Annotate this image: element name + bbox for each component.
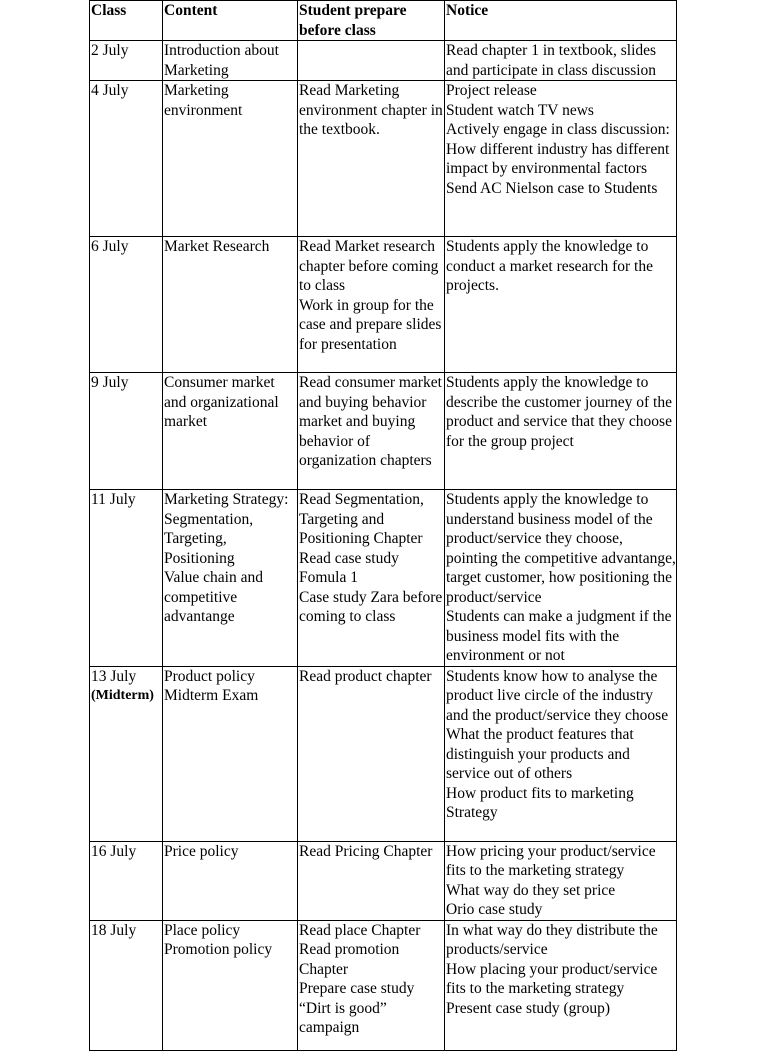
prepare-line: Read promotion Chapter (299, 941, 400, 978)
notice-line: How product fits to marketing Strategy (446, 784, 634, 821)
class-date-cell (90, 841, 163, 920)
class-date-cell (90, 237, 163, 373)
prepare-line: Read consumer market and buying behavior market and buying behavior of organization chapters (299, 374, 442, 469)
prepare-cell (298, 666, 445, 841)
notice-cell (445, 41, 677, 81)
content-line: Introduction about Marketing (164, 42, 279, 79)
prepare-line: Work in group for the case and prepare slides for presentation (299, 296, 442, 353)
class-date: 13 July (91, 667, 137, 685)
content-cell (163, 41, 298, 81)
content-line: Consumer market and organizational market (164, 374, 279, 430)
header-class: Class (90, 1, 163, 41)
notice-line: Read chapter 1 in textbook, slides and participate in class discussion (446, 42, 657, 79)
prepare-cell (298, 841, 445, 920)
table-row (90, 920, 677, 1050)
class-note: (Midterm) (91, 688, 154, 703)
content-cell (163, 666, 298, 841)
class-date: 9 July (91, 374, 129, 391)
prepare-line: Read Market research chapter before coming to class (299, 238, 439, 294)
class-date: 11 July (91, 491, 136, 508)
notice-cell (445, 490, 677, 667)
class-date: 18 July (91, 921, 137, 939)
prepare-line: Read product chapter (299, 667, 432, 685)
prepare-line: Read case study Fomula 1 (299, 549, 399, 586)
class-date-cell (90, 666, 163, 841)
notice-cell (445, 373, 677, 490)
notice-cell (445, 237, 677, 373)
content-cell (163, 841, 298, 920)
header-prepare: Student prepare before class (298, 1, 445, 41)
content-cell (163, 920, 298, 1050)
class-date-cell (90, 920, 163, 1050)
class-date: 6 July (91, 238, 129, 255)
class-date: 4 July (91, 82, 129, 99)
content-line: Place policy (164, 921, 241, 939)
content-cell (163, 373, 298, 490)
notice-line: Send AC Nielson case to Students (446, 179, 658, 197)
notice-line: Students know how to analyse the product live circle of the industry and the product/service they choose (446, 667, 669, 724)
notice-cell (445, 81, 677, 237)
header-content: Content (163, 1, 298, 41)
notice-line: Students can make a judgment if the business model fits with the environment or not (446, 608, 672, 664)
header-notice: Notice (445, 1, 677, 41)
prepare-line: Read Pricing Chapter (299, 842, 433, 860)
content-cell (163, 490, 298, 667)
prepare-line: Prepare case study “Dirt is good” campaign (299, 980, 415, 1036)
table-row (90, 41, 677, 81)
content-cell (163, 81, 298, 237)
table-row (90, 373, 677, 490)
content-line: Value chain and competitive advantange (164, 569, 263, 625)
prepare-cell (298, 237, 445, 373)
content-line: Marketing environment (164, 82, 243, 119)
prepare-cell (298, 41, 445, 81)
content-line: Promotion policy (164, 941, 273, 958)
notice-cell (445, 666, 677, 841)
prepare-cell (298, 920, 445, 1050)
content-line: Marketing Strategy: Segmentation, Targeting, Positioning (164, 491, 289, 567)
content-cell (163, 237, 298, 373)
class-date-cell (90, 41, 163, 81)
prepare-line: Read Segmentation, Targeting and Positioning Chapter (299, 491, 424, 547)
content-line: Market Research (164, 238, 270, 255)
prepare-line: Read place Chapter (299, 921, 421, 939)
notice-line: Project release (446, 82, 537, 99)
notice-line: Orio case study (446, 901, 543, 918)
notice-line: Students apply the knowledge to conduct a market research for the projects. (446, 238, 653, 294)
notice-line: Students apply the knowledge to describe the customer journey of the product and service that they choose for the group project (446, 374, 672, 450)
prepare-cell (298, 81, 445, 237)
class-date: 2 July (91, 42, 129, 59)
content-line: Midterm Exam (164, 687, 259, 704)
notice-line: What the product features that distinguish your products and service out of others (446, 726, 634, 782)
table-body (90, 41, 677, 1051)
notice-line: How placing your product/service fits to the marketing strategy (446, 960, 658, 997)
class-date-cell (90, 490, 163, 667)
table-row (90, 490, 677, 667)
content-line: Price policy (164, 842, 239, 860)
notice-line: Actively engage in class discussion: How different industry has different impact by environmental factors (446, 121, 670, 177)
notice-line: Students apply the knowledge to understand business model of the product/service they choose, pointing the competitive advantange, target customer, how positioning the product/service (446, 491, 676, 606)
prepare-cell (298, 373, 445, 490)
table-row (90, 666, 677, 841)
notice-line: Student watch TV news (446, 101, 594, 119)
prepare-line: Read Marketing environment chapter in the textbook. (299, 82, 443, 138)
notice-line: Present case study (group) (446, 999, 610, 1017)
notice-line: What way do they set price (446, 881, 616, 899)
notice-cell (445, 841, 677, 920)
table-row (90, 237, 677, 373)
notice-line: In what way do they distribute the products/service (446, 921, 658, 958)
table-row (90, 81, 677, 237)
content-line: Product policy (164, 667, 255, 685)
table-row (90, 841, 677, 920)
prepare-line: Case study Zara before coming to class (299, 588, 443, 625)
notice-line: How pricing your product/service fits to the marketing strategy (446, 842, 656, 879)
notice-cell (445, 920, 677, 1050)
class-date-cell (90, 81, 163, 237)
class-date: 16 July (91, 842, 137, 860)
class-date-cell (90, 373, 163, 490)
course-schedule-table (89, 0, 677, 1051)
prepare-cell (298, 490, 445, 667)
table-header-row (90, 1, 677, 41)
